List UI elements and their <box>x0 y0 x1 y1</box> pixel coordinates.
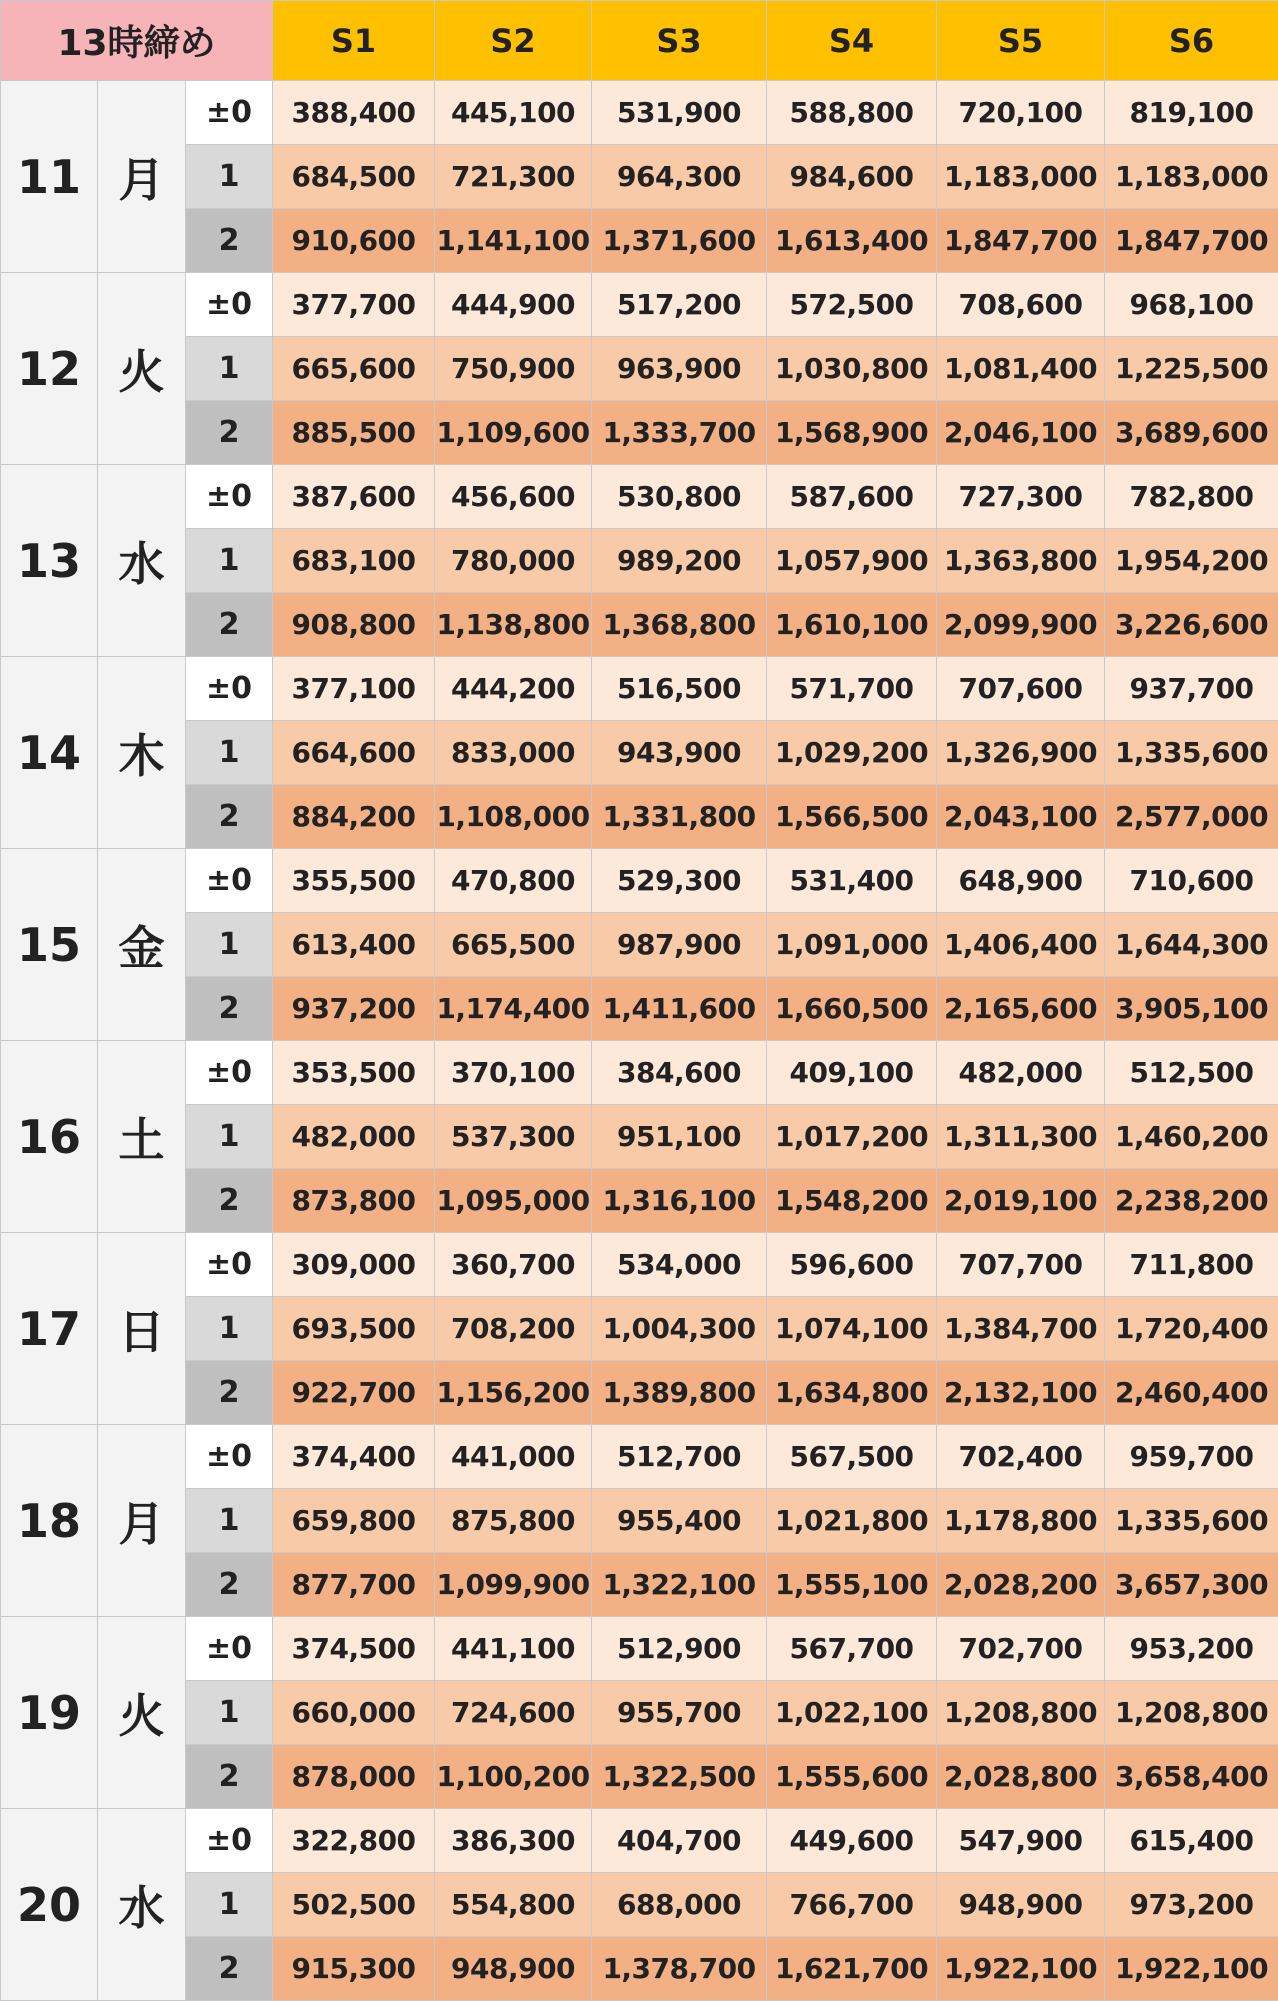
value-cell: 1,621,700 <box>767 1937 937 2001</box>
level-cell: 1 <box>186 145 273 209</box>
deadline-label: 13時締め <box>1 1 273 81</box>
value-cell: 2,165,600 <box>937 977 1105 1041</box>
table-body <box>1 81 1278 2001</box>
value-cell: 1,363,800 <box>937 529 1105 593</box>
table-row <box>1 1233 1278 1297</box>
value-cell: 2,043,100 <box>937 785 1105 849</box>
value-cell: 377,700 <box>273 273 435 337</box>
value-cell: 884,200 <box>273 785 435 849</box>
table-row <box>1 81 1278 145</box>
value-cell: 531,900 <box>592 81 767 145</box>
value-cell: 833,000 <box>435 721 592 785</box>
value-cell: 3,657,300 <box>1105 1553 1278 1617</box>
value-cell: 877,700 <box>273 1553 435 1617</box>
value-cell: 688,000 <box>592 1873 767 1937</box>
date-cell: 14 <box>1 657 98 849</box>
value-cell: 702,400 <box>937 1425 1105 1489</box>
table-row <box>1 401 1278 465</box>
weekday-cell: 水 <box>98 1809 186 2001</box>
value-cell: 360,700 <box>435 1233 592 1297</box>
date-cell: 13 <box>1 465 98 657</box>
date-cell: 12 <box>1 273 98 465</box>
value-cell: 456,600 <box>435 465 592 529</box>
value-cell: 720,100 <box>937 81 1105 145</box>
value-cell: 2,028,800 <box>937 1745 1105 1809</box>
value-cell: 922,700 <box>273 1361 435 1425</box>
value-cell: 3,658,400 <box>1105 1745 1278 1809</box>
value-cell: 1,660,500 <box>767 977 937 1041</box>
value-cell: 529,300 <box>592 849 767 913</box>
value-cell: 1,183,000 <box>1105 145 1278 209</box>
value-cell: 404,700 <box>592 1809 767 1873</box>
value-cell: 987,900 <box>592 913 767 977</box>
value-cell: 444,200 <box>435 657 592 721</box>
value-cell: 1,326,900 <box>937 721 1105 785</box>
value-cell: 1,389,800 <box>592 1361 767 1425</box>
value-cell: 1,021,800 <box>767 1489 937 1553</box>
level-cell: ±0 <box>186 1617 273 1681</box>
value-cell: 3,905,100 <box>1105 977 1278 1041</box>
value-cell: 1,644,300 <box>1105 913 1278 977</box>
value-cell: 984,600 <box>767 145 937 209</box>
level-cell: 1 <box>186 1873 273 1937</box>
value-cell: 1,847,700 <box>937 209 1105 273</box>
value-cell: 1,311,300 <box>937 1105 1105 1169</box>
value-cell: 1,022,100 <box>767 1681 937 1745</box>
weekday-cell: 月 <box>98 1425 186 1617</box>
level-cell: 2 <box>186 1553 273 1617</box>
value-cell: 1,922,100 <box>937 1937 1105 2001</box>
value-cell: 587,600 <box>767 465 937 529</box>
table-row <box>1 209 1278 273</box>
value-cell: 615,400 <box>1105 1809 1278 1873</box>
value-cell: 937,200 <box>273 977 435 1041</box>
value-cell: 664,600 <box>273 721 435 785</box>
value-cell: 2,019,100 <box>937 1169 1105 1233</box>
level-cell: ±0 <box>186 849 273 913</box>
table-row <box>1 721 1278 785</box>
value-cell: 684,500 <box>273 145 435 209</box>
value-cell: 1,322,500 <box>592 1745 767 1809</box>
value-cell: 693,500 <box>273 1297 435 1361</box>
column-header-s2: S2 <box>435 1 592 81</box>
value-cell: 1,555,600 <box>767 1745 937 1809</box>
table-row <box>1 1553 1278 1617</box>
value-cell: 1,634,800 <box>767 1361 937 1425</box>
value-cell: 386,300 <box>435 1809 592 1873</box>
value-cell: 659,800 <box>273 1489 435 1553</box>
value-cell: 1,225,500 <box>1105 337 1278 401</box>
date-cell: 18 <box>1 1425 98 1617</box>
date-cell: 17 <box>1 1233 98 1425</box>
table-row <box>1 1681 1278 1745</box>
value-cell: 973,200 <box>1105 1873 1278 1937</box>
level-cell: ±0 <box>186 1809 273 1873</box>
value-cell: 750,900 <box>435 337 592 401</box>
level-cell: 2 <box>186 593 273 657</box>
value-cell: 355,500 <box>273 849 435 913</box>
table-row <box>1 1809 1278 1873</box>
value-cell: 1,371,600 <box>592 209 767 273</box>
level-cell: 1 <box>186 337 273 401</box>
value-cell: 1,847,700 <box>1105 209 1278 273</box>
value-cell: 1,566,500 <box>767 785 937 849</box>
value-cell: 1,183,000 <box>937 145 1105 209</box>
value-cell: 512,700 <box>592 1425 767 1489</box>
value-cell: 409,100 <box>767 1041 937 1105</box>
value-cell: 1,411,600 <box>592 977 767 1041</box>
level-cell: ±0 <box>186 81 273 145</box>
table-row <box>1 1873 1278 1937</box>
weekday-cell: 火 <box>98 273 186 465</box>
value-cell: 387,600 <box>273 465 435 529</box>
value-cell: 710,600 <box>1105 849 1278 913</box>
value-cell: 955,700 <box>592 1681 767 1745</box>
value-cell: 1,017,200 <box>767 1105 937 1169</box>
value-cell: 1,091,000 <box>767 913 937 977</box>
value-cell: 708,200 <box>435 1297 592 1361</box>
value-cell: 534,000 <box>592 1233 767 1297</box>
table-row <box>1 1937 1278 2001</box>
value-cell: 441,000 <box>435 1425 592 1489</box>
value-cell: 567,500 <box>767 1425 937 1489</box>
level-cell: 2 <box>186 1361 273 1425</box>
value-cell: 2,460,400 <box>1105 1361 1278 1425</box>
value-cell: 309,000 <box>273 1233 435 1297</box>
value-cell: 707,600 <box>937 657 1105 721</box>
value-cell: 1,057,900 <box>767 529 937 593</box>
level-cell: 2 <box>186 1169 273 1233</box>
level-cell: ±0 <box>186 1425 273 1489</box>
value-cell: 953,200 <box>1105 1617 1278 1681</box>
weekday-cell: 木 <box>98 657 186 849</box>
table-row <box>1 1489 1278 1553</box>
value-cell: 1,208,800 <box>937 1681 1105 1745</box>
table-row <box>1 1297 1278 1361</box>
value-cell: 2,099,900 <box>937 593 1105 657</box>
value-cell: 1,081,400 <box>937 337 1105 401</box>
value-cell: 910,600 <box>273 209 435 273</box>
value-cell: 567,700 <box>767 1617 937 1681</box>
value-cell: 1,384,700 <box>937 1297 1105 1361</box>
table-row <box>1 977 1278 1041</box>
value-cell: 482,000 <box>273 1105 435 1169</box>
value-cell: 1,316,100 <box>592 1169 767 1233</box>
value-cell: 1,099,900 <box>435 1553 592 1617</box>
value-cell: 2,577,000 <box>1105 785 1278 849</box>
value-cell: 915,300 <box>273 1937 435 2001</box>
level-cell: 2 <box>186 1937 273 2001</box>
value-cell: 1,029,200 <box>767 721 937 785</box>
value-cell: 1,922,100 <box>1105 1937 1278 2001</box>
column-header-s4: S4 <box>767 1 937 81</box>
value-cell: 1,378,700 <box>592 1937 767 2001</box>
value-cell: 571,700 <box>767 657 937 721</box>
value-cell: 588,800 <box>767 81 937 145</box>
value-cell: 1,460,200 <box>1105 1105 1278 1169</box>
value-cell: 943,900 <box>592 721 767 785</box>
value-cell: 1,555,100 <box>767 1553 937 1617</box>
value-cell: 502,500 <box>273 1873 435 1937</box>
value-cell: 1,208,800 <box>1105 1681 1278 1745</box>
value-cell: 374,500 <box>273 1617 435 1681</box>
value-cell: 572,500 <box>767 273 937 337</box>
table-row <box>1 913 1278 977</box>
column-header-s5: S5 <box>937 1 1105 81</box>
value-cell: 517,200 <box>592 273 767 337</box>
value-cell: 724,600 <box>435 1681 592 1745</box>
value-cell: 482,000 <box>937 1041 1105 1105</box>
value-cell: 648,900 <box>937 849 1105 913</box>
level-cell: 1 <box>186 721 273 785</box>
value-cell: 951,100 <box>592 1105 767 1169</box>
value-cell: 2,028,200 <box>937 1553 1105 1617</box>
column-header-s1: S1 <box>273 1 435 81</box>
value-cell: 660,000 <box>273 1681 435 1745</box>
value-cell: 547,900 <box>937 1809 1105 1873</box>
level-cell: 2 <box>186 977 273 1041</box>
level-cell: 2 <box>186 209 273 273</box>
value-cell: 885,500 <box>273 401 435 465</box>
level-cell: ±0 <box>186 657 273 721</box>
value-cell: 1,335,600 <box>1105 721 1278 785</box>
value-cell: 554,800 <box>435 1873 592 1937</box>
weekday-cell: 金 <box>98 849 186 1041</box>
value-cell: 2,046,100 <box>937 401 1105 465</box>
value-cell: 1,568,900 <box>767 401 937 465</box>
value-cell: 819,100 <box>1105 81 1278 145</box>
value-cell: 512,500 <box>1105 1041 1278 1105</box>
value-cell: 384,600 <box>592 1041 767 1105</box>
value-cell: 780,000 <box>435 529 592 593</box>
value-cell: 968,100 <box>1105 273 1278 337</box>
value-cell: 445,100 <box>435 81 592 145</box>
table-row <box>1 273 1278 337</box>
level-cell: 1 <box>186 913 273 977</box>
value-cell: 959,700 <box>1105 1425 1278 1489</box>
value-cell: 1,109,600 <box>435 401 592 465</box>
value-cell: 470,800 <box>435 849 592 913</box>
table-row <box>1 785 1278 849</box>
date-cell: 19 <box>1 1617 98 1809</box>
value-cell: 512,900 <box>592 1617 767 1681</box>
value-cell: 374,400 <box>273 1425 435 1489</box>
value-cell: 370,100 <box>435 1041 592 1105</box>
table-row <box>1 1425 1278 1489</box>
value-cell: 1,368,800 <box>592 593 767 657</box>
value-cell: 1,004,300 <box>592 1297 767 1361</box>
value-cell: 873,800 <box>273 1169 435 1233</box>
value-cell: 444,900 <box>435 273 592 337</box>
table-row <box>1 849 1278 913</box>
table-row <box>1 1041 1278 1105</box>
value-cell: 2,132,100 <box>937 1361 1105 1425</box>
value-cell: 665,600 <box>273 337 435 401</box>
value-cell: 530,800 <box>592 465 767 529</box>
table-row <box>1 529 1278 593</box>
column-header-s3: S3 <box>592 1 767 81</box>
value-cell: 665,500 <box>435 913 592 977</box>
value-cell: 1,406,400 <box>937 913 1105 977</box>
value-cell: 322,800 <box>273 1809 435 1873</box>
level-cell: 2 <box>186 785 273 849</box>
date-cell: 16 <box>1 1041 98 1233</box>
value-cell: 441,100 <box>435 1617 592 1681</box>
table-row <box>1 1169 1278 1233</box>
table-row <box>1 145 1278 209</box>
value-cell: 878,000 <box>273 1745 435 1809</box>
value-cell: 964,300 <box>592 145 767 209</box>
value-cell: 1,141,100 <box>435 209 592 273</box>
value-cell: 989,200 <box>592 529 767 593</box>
value-cell: 3,226,600 <box>1105 593 1278 657</box>
value-cell: 683,100 <box>273 529 435 593</box>
table-row <box>1 1361 1278 1425</box>
level-cell: ±0 <box>186 1233 273 1297</box>
value-cell: 388,400 <box>273 81 435 145</box>
value-cell: 531,400 <box>767 849 937 913</box>
level-cell: ±0 <box>186 273 273 337</box>
level-cell: 1 <box>186 1489 273 1553</box>
weekday-cell: 水 <box>98 465 186 657</box>
table-row <box>1 465 1278 529</box>
value-cell: 1,108,000 <box>435 785 592 849</box>
weekday-cell: 土 <box>98 1041 186 1233</box>
value-cell: 948,900 <box>435 1937 592 2001</box>
value-cell: 708,600 <box>937 273 1105 337</box>
weekday-cell: 日 <box>98 1233 186 1425</box>
value-cell: 937,700 <box>1105 657 1278 721</box>
value-cell: 1,333,700 <box>592 401 767 465</box>
value-cell: 955,400 <box>592 1489 767 1553</box>
value-cell: 2,238,200 <box>1105 1169 1278 1233</box>
value-cell: 702,700 <box>937 1617 1105 1681</box>
value-cell: 1,030,800 <box>767 337 937 401</box>
level-cell: ±0 <box>186 465 273 529</box>
table-row <box>1 337 1278 401</box>
weekday-cell: 月 <box>98 81 186 273</box>
level-cell: 1 <box>186 1681 273 1745</box>
value-cell: 377,100 <box>273 657 435 721</box>
date-cell: 15 <box>1 849 98 1041</box>
value-cell: 537,300 <box>435 1105 592 1169</box>
value-cell: 908,800 <box>273 593 435 657</box>
value-cell: 449,600 <box>767 1809 937 1873</box>
level-cell: 1 <box>186 529 273 593</box>
level-cell: 1 <box>186 1105 273 1169</box>
value-cell: 1,720,400 <box>1105 1297 1278 1361</box>
value-cell: 596,600 <box>767 1233 937 1297</box>
value-cell: 1,331,800 <box>592 785 767 849</box>
value-cell: 782,800 <box>1105 465 1278 529</box>
value-cell: 1,178,800 <box>937 1489 1105 1553</box>
value-cell: 1,610,100 <box>767 593 937 657</box>
value-cell: 948,900 <box>937 1873 1105 1937</box>
value-cell: 766,700 <box>767 1873 937 1937</box>
value-cell: 1,074,100 <box>767 1297 937 1361</box>
value-cell: 1,156,200 <box>435 1361 592 1425</box>
level-cell: ±0 <box>186 1041 273 1105</box>
value-cell: 516,500 <box>592 657 767 721</box>
value-cell: 1,613,400 <box>767 209 937 273</box>
level-cell: 2 <box>186 1745 273 1809</box>
date-cell: 11 <box>1 81 98 273</box>
table-row <box>1 593 1278 657</box>
value-cell: 1,954,200 <box>1105 529 1278 593</box>
value-cell: 1,174,400 <box>435 977 592 1041</box>
level-cell: 1 <box>186 1297 273 1361</box>
weekday-cell: 火 <box>98 1617 186 1809</box>
value-cell: 721,300 <box>435 145 592 209</box>
value-cell: 875,800 <box>435 1489 592 1553</box>
value-cell: 711,800 <box>1105 1233 1278 1297</box>
table-row <box>1 1617 1278 1681</box>
value-cell: 1,100,200 <box>435 1745 592 1809</box>
value-cell: 1,095,000 <box>435 1169 592 1233</box>
value-cell: 727,300 <box>937 465 1105 529</box>
level-cell: 2 <box>186 401 273 465</box>
value-cell: 963,900 <box>592 337 767 401</box>
table-row <box>1 657 1278 721</box>
date-cell: 20 <box>1 1809 98 2001</box>
value-cell: 1,138,800 <box>435 593 592 657</box>
value-cell: 1,548,200 <box>767 1169 937 1233</box>
column-header-s6: S6 <box>1105 1 1278 81</box>
value-cell: 613,400 <box>273 913 435 977</box>
value-cell: 353,500 <box>273 1041 435 1105</box>
value-cell: 1,322,100 <box>592 1553 767 1617</box>
table-row <box>1 1745 1278 1809</box>
value-cell: 1,335,600 <box>1105 1489 1278 1553</box>
value-cell: 707,700 <box>937 1233 1105 1297</box>
value-cell: 3,689,600 <box>1105 401 1278 465</box>
header-row <box>1 1 1278 81</box>
table-row <box>1 1105 1278 1169</box>
